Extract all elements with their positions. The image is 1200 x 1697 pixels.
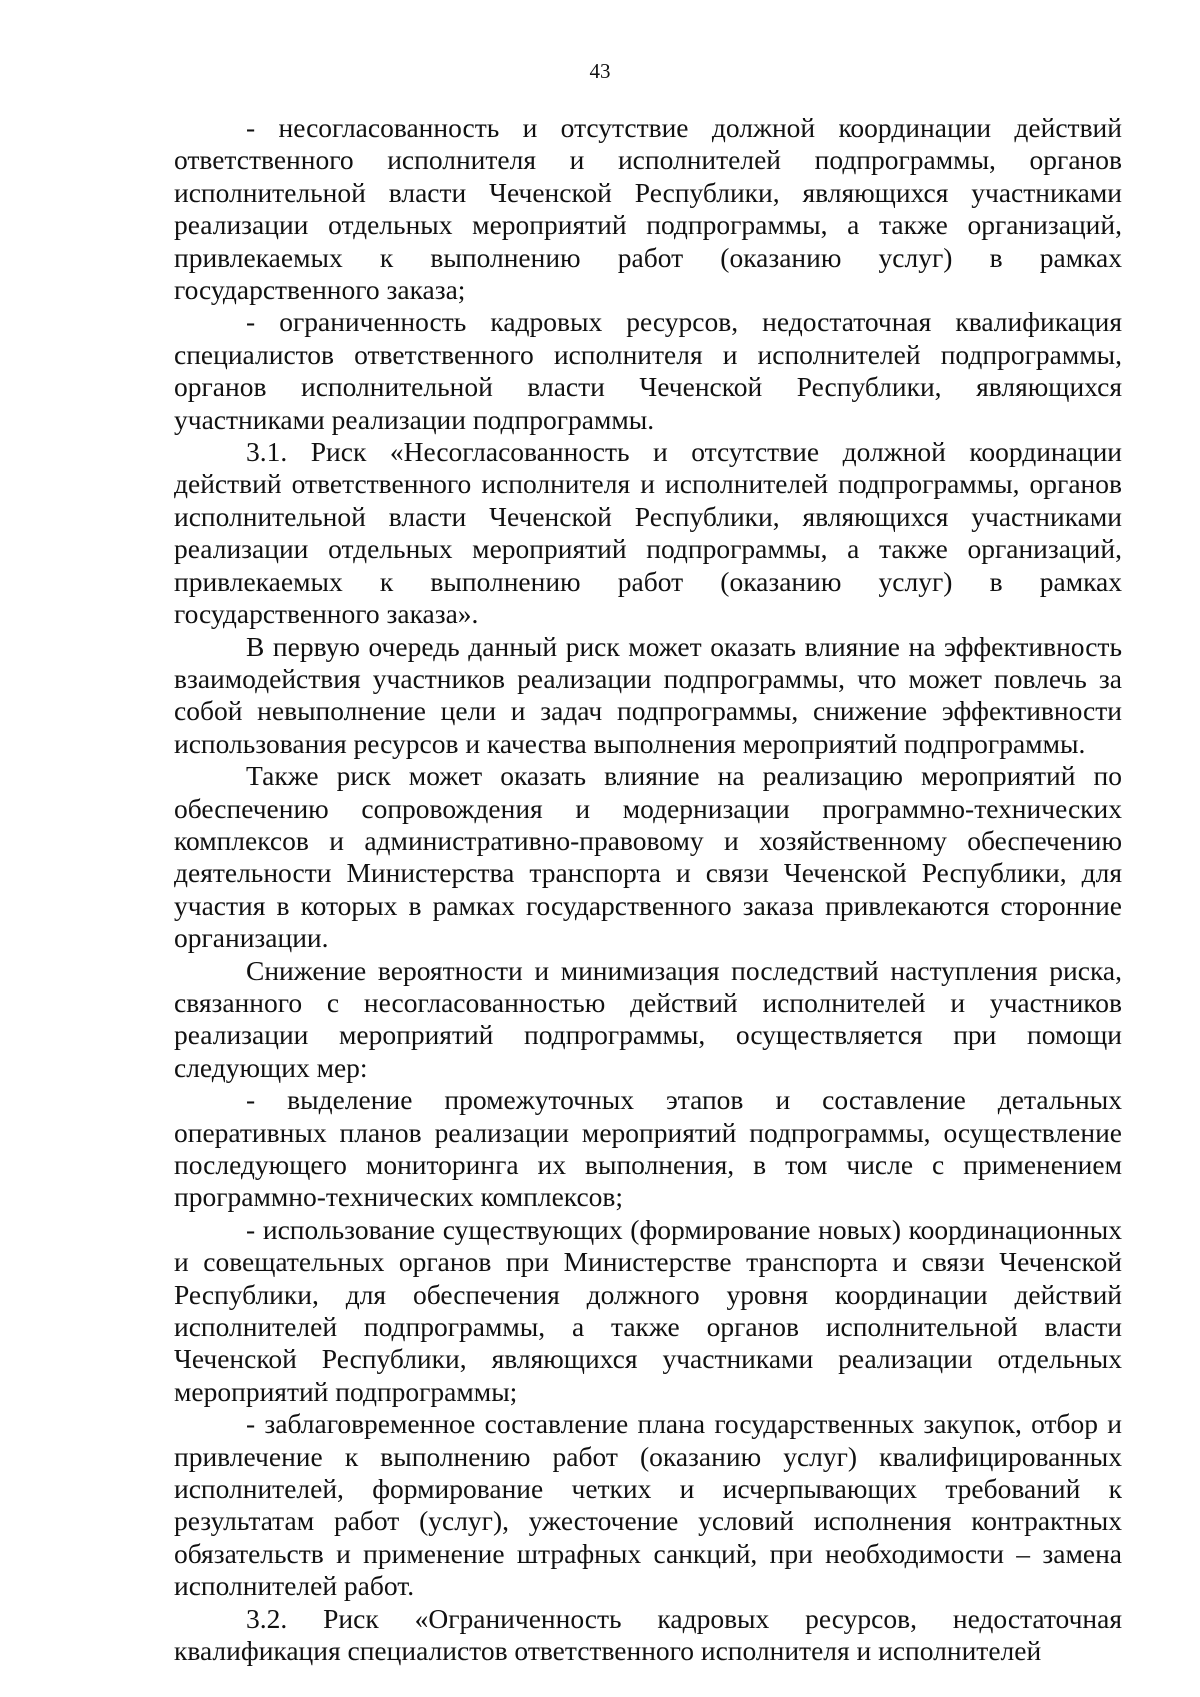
paragraph-mitigation-intro: Снижение вероятности и минимизация последствий наступления риска, связанного с несогласованностью действий исполнителей и участников реализации мероприятий подпрограммы, осуществляется при помощи следующих мер: bbox=[174, 954, 1122, 1083]
paragraph-risk-3-1: 3.1. Риск «Несогласованность и отсутствие должной координации действий ответственного исполнителя и исполнителей подпрограммы, органов исполнительной власти Чеченской Республики, являющихся участниками реализации отдельных мероприятий подпрограммы, а также организаций, привлекаемых к выполнению работ (оказанию услуг) в рамках государственного заказа». bbox=[174, 436, 1122, 630]
paragraph-risk-3-2: 3.2. Риск «Ограниченность кадровых ресурсов, недостаточная квалификация специалистов ответственного исполнителя и исполнителей bbox=[174, 1602, 1122, 1667]
paragraph-measure-procurement: - заблаговременное составление плана государственных закупок, отбор и привлечение к выполнению работ (оказанию услуг) квалифицированных исполнителей, формирование четких и исчерпывающих требований к результатам работ (услуг), ужесточение условий исполнения контрактных обязательств и применение штрафных санкций, при необходимости – замена исполнителей работ. bbox=[174, 1408, 1122, 1602]
paragraph-measure-coordination: - использование существующих (формирование новых) координационных и совещательных органов при Министерстве транспорта и связи Чеченской Республики, для обеспечения должного уровня координации действий исполнителей подпрограммы, а также органов исполнительной власти Чеченской Республики, являющихся участниками реализации отдельных мероприятий подпрограммы; bbox=[174, 1213, 1122, 1407]
paragraph-risk-impact: В первую очередь данный риск может оказать влияние на эффективность взаимодействия участников реализации подпрограммы, что может повлечь за собой невыполнение цели и задач подпрограммы, снижение эффективности использования ресурсов и качества выполнения мероприятий подпрограммы. bbox=[174, 630, 1122, 759]
paragraph-limited-staff: - ограниченность кадровых ресурсов, недостаточная квалификация специалистов ответственного исполнителя и исполнителей подпрограммы, органов исполнительной власти Чеченской Республики, являющихся участниками реализации подпрограммы. bbox=[174, 306, 1122, 435]
paragraph-measure-stages: - выделение промежуточных этапов и составление детальных оперативных планов реализации мероприятий подпрограммы, осуществление последующего мониторинга их выполнения, в том числе с применением программно-технических комплексов; bbox=[174, 1084, 1122, 1213]
document-body bbox=[174, 112, 1122, 1668]
paragraph-uncoordinated-actions: - несогласованность и отсутствие должной координации действий ответственного исполнителя и исполнителей подпрограммы, органов исполнительной власти Чеченской Республики, являющихся участниками реализации отдельных мероприятий подпрограммы, а также организаций, привлекаемых к выполнению работ (оказанию услуг) в рамках государственного заказа; bbox=[174, 112, 1122, 306]
page-number: 43 bbox=[589, 59, 611, 83]
paragraph-risk-influence: Также риск может оказать влияние на реализацию мероприятий по обеспечению сопровождения и модернизации программно-технических комплексов и административно-правовому и хозяйственному обеспечению деятельности Министерства транспорта и связи Чеченской Республики, для участия в которых в рамках государственного заказа привлекаются сторонние организации. bbox=[174, 760, 1122, 954]
